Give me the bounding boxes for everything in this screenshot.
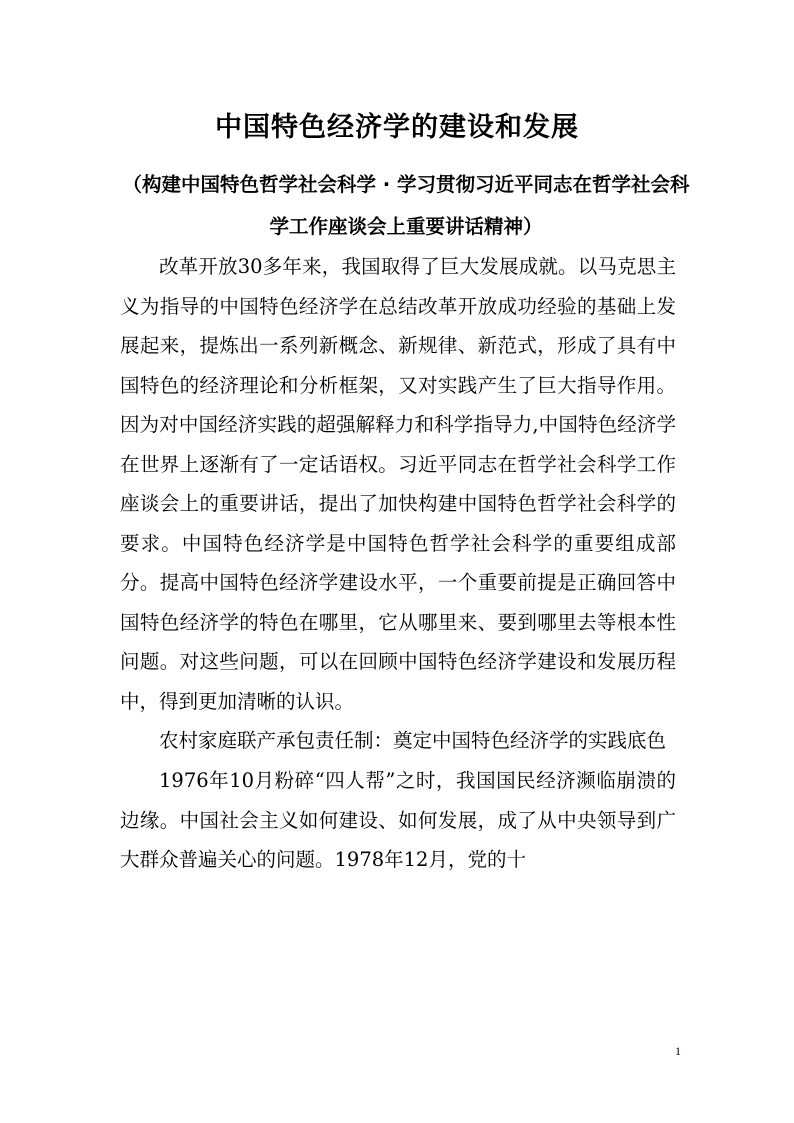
document-subtitle: （构建中国特色哲学社会科学 · 学习贯彻习近平同志在哲学社会科学工作座谈会上重要讲话精神）: [122, 173, 690, 238]
page-number: 1: [675, 1044, 681, 1058]
document-body: [120, 247, 676, 880]
body-paragraph: 改革开放30多年来，我国取得了巨大发展成就。以马克思主义为指导的中国特色经济学在总结改革开放成功经验的基础上发展起来，提炼出一系列新概念、新规律、新范式，形成了具有中国特色的经济理论和分析框架，又对实践产生了巨大指导作用。因为对中国经济实践的超强解释力和科学指导力,中国特色经济学在世界上逐渐有了一定话语权。习近平同志在哲学社会科学工作座谈会上的重要讲话，提出了加快构建中国特色哲学社会科学的要求。中国特色经济学是中国特色哲学社会科学的重要组成部分。提高中国特色经济学建设水平，一个重要前提是正确回答中国特色经济学的特色在哪里，它从哪里来、要到哪里去等根本性问题。对这些问题，可以在回顾中国特色经济学建设和发展历程中，得到更加清晰的认识。: [120, 255, 676, 713]
document-title: 中国特色经济学的建设和发展: [215, 112, 579, 143]
section-heading: 农村家庭联产承包责任制：奠定中国特色经济学的实践底色: [159, 729, 667, 752]
section-paragraph: 1976年10月粉碎“四人帮”之时，我国国民经济濒临崩溃的边缘。中国社会主义如何建设、如何发展，成了从中央领导到广大群众普遍关心的问题。1978年12月，党的十: [120, 769, 676, 871]
